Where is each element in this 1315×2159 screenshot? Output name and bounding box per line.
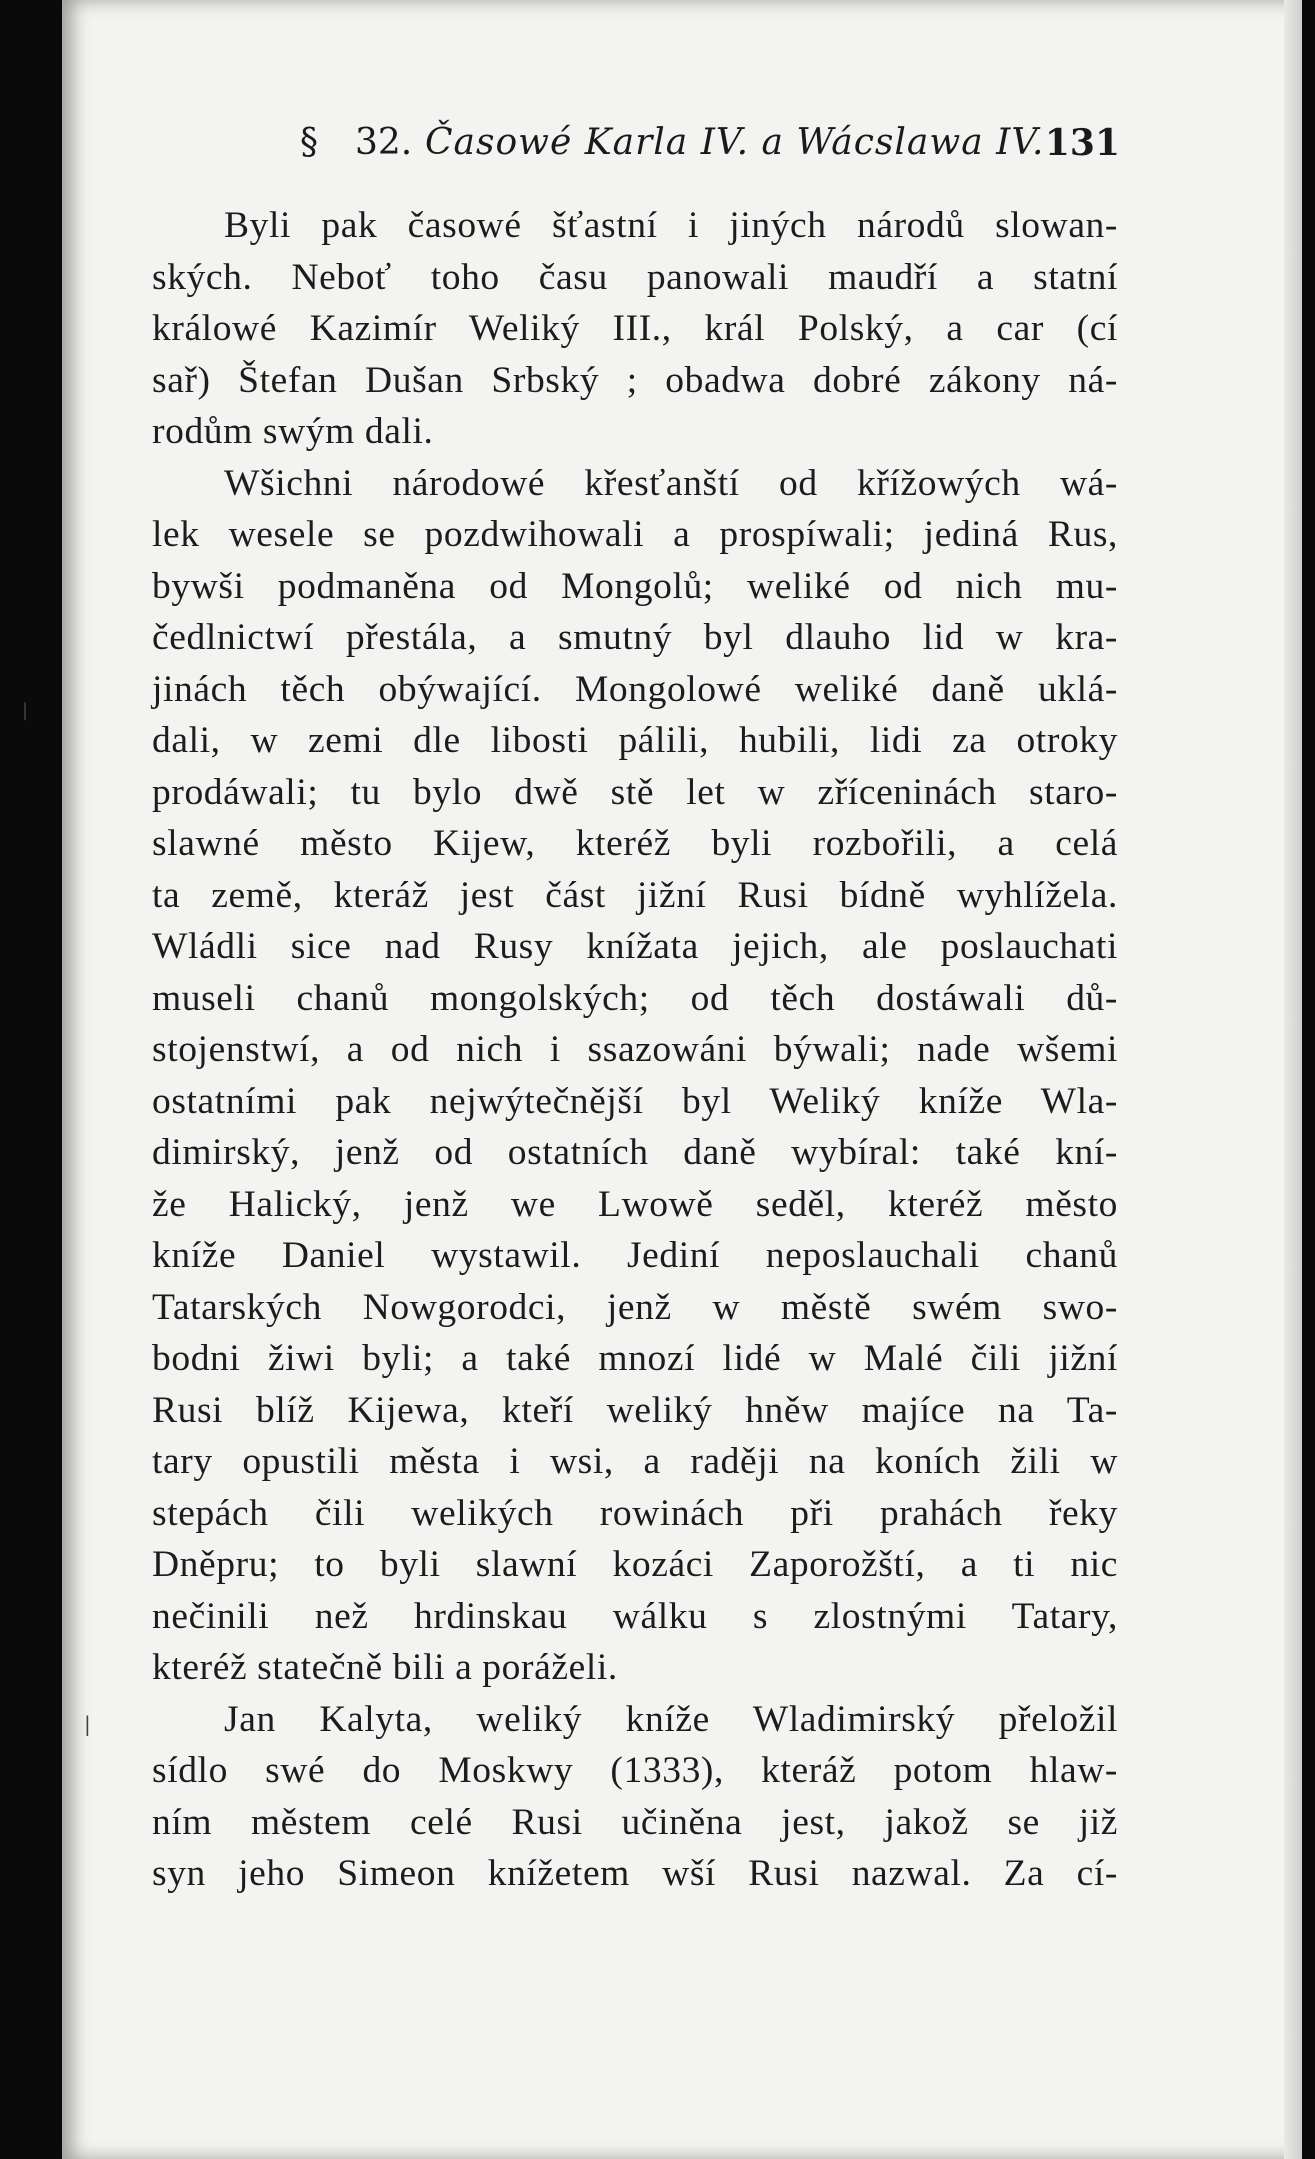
text-line: tary opustili města i wsi, a raději na koních žili w [152, 1441, 1118, 1482]
body-text [152, 200, 1118, 1900]
page-number: 131 [1044, 122, 1120, 164]
text-line: Wšichni národowé křesťanští od křížowých wá- [224, 462, 1118, 504]
text-line: syn jeho Simeon knížetem wší Rusi nazwal. Za cí- [152, 1853, 1118, 1894]
text-line: prodáwali; tu bylo dwě stě let w zříceninách staro- [152, 771, 1118, 813]
text-line: sídlo swé do Moskwy (1333), kteráž potom hlaw- [152, 1750, 1118, 1791]
section-number: 32. [355, 122, 413, 163]
text-line: kteréž statečně bili a poráželi. [152, 1647, 618, 1688]
text-line: rodům swým dali. [152, 411, 434, 452]
text-line: dali, w zemi dle libosti pálili, hubili, lidi za otroky [152, 720, 1118, 761]
text-line: stojenstwí, a od nich i ssazowáni býwali; nade wšemi [152, 1029, 1118, 1070]
text-line: ských. Neboť toho času panowali maudří a statní [152, 256, 1118, 298]
margin-tick: | [84, 1712, 91, 1736]
section-mark: § [300, 122, 318, 163]
text-line: bodni žiwi byli; a také mnozí lidé w Malé čili jižní [152, 1338, 1118, 1379]
text-line: Rusi blíž Kijewa, kteří weliký hněw majíce na Ta- [152, 1389, 1118, 1431]
text-line: kníže Daniel wystawil. Jediní neposlauchali chanů [152, 1235, 1118, 1276]
text-line: králowé Kazimír Weliký III., král Polský, a car (cí [152, 308, 1118, 349]
text-line: museli chanů mongolských; od těch dostáwali dů- [152, 977, 1118, 1019]
text-line: ním městem celé Rusi učiněna jest, jakož se již [152, 1801, 1118, 1843]
text-line: že Halický, jenž we Lwowě seděl, kteréž město [152, 1183, 1118, 1225]
text-line: Tatarských Nowgorodci, jenž w městě swém swo- [152, 1286, 1118, 1328]
text-line: bywši podmaněna od Mongolů; weliké od nich mu- [152, 565, 1118, 607]
margin-tick: | [22, 700, 29, 721]
text-line: nečinili než hrdinskau wálku s zlostnými Tatary, [152, 1595, 1118, 1637]
text-line: Jan Kalyta, weliký kníže Wladimirský přeložil [224, 1698, 1118, 1740]
text-line: Dněpru; to byli slawní kozáci Zaporožští, a ti nic [152, 1544, 1118, 1585]
page-edge [1284, 0, 1302, 2159]
text-line: stepách čili welikých rowinách při prahách řeky [152, 1492, 1118, 1534]
text-line: Wládli sice nad Rusy knížata jejich, ale poslauchati [152, 926, 1118, 967]
text-line: slawné město Kijew, kteréž byli rozbořili, a celá [152, 823, 1118, 864]
text-line: dimirský, jenž od ostatních daně wybíral: také kní- [152, 1132, 1118, 1173]
text-line: Byli pak časowé šťastní i jiných národů slowan- [224, 205, 1118, 246]
text-line: sař) Štefan Dušan Srbský ; obadwa dobré zákony ná- [152, 359, 1118, 401]
text-line: jinách těch obýwající. Mongolowé weliké daně uklá- [152, 668, 1118, 710]
running-title: Časowé Karla IV. a Wácslawa IV. [425, 122, 1045, 163]
text-line: čedlnictwí přestála, a smutný byl dlauho lid w kra- [152, 617, 1118, 658]
text-line: lek wesele se pozdwihowali a prospíwali; jediná Rus, [152, 514, 1118, 555]
text-line: ta země, kteráž jest část jižní Rusi bídně wyhlížela. [152, 874, 1118, 916]
text-line: ostatními pak nejwýtečnější byl Weliký kníže Wla- [152, 1080, 1118, 1122]
running-head [300, 122, 1120, 172]
